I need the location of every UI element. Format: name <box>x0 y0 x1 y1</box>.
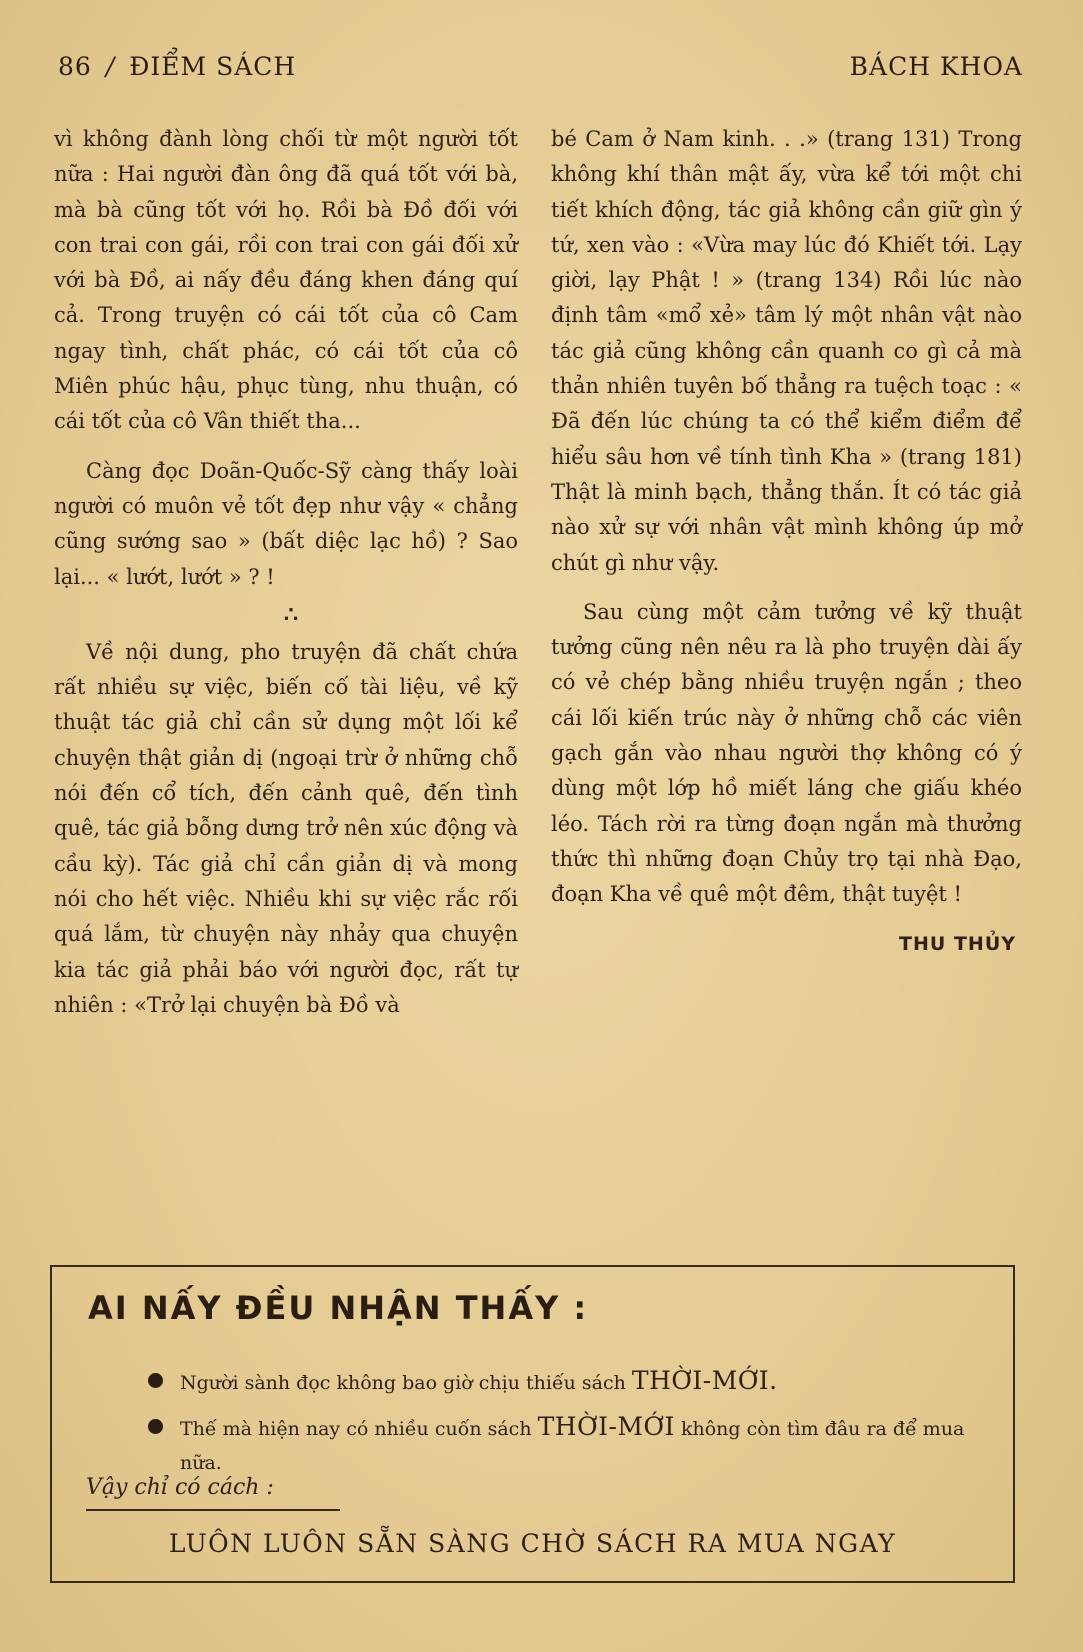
left-paragraph-1: vì không đành lòng chối từ một người tốt nữa : Hai người đàn ông đã quá tốt với bà, mà bà cũng tốt với họ. Rồi bà Đồ đối với con trai con gái, rồi con trai con gái đối xử với bà Đồ, ai nấy đều đáng khen đáng quí cả. Trong truyện có cái tốt của cô Cam ngay tình, chất phác, có cái tốt của cô Miên phúc hậu, phục tùng, nhu thuận, có cái tốt của cô Vân thiết tha... <box>54 127 518 434</box>
bullet-dot-icon <box>148 1373 163 1388</box>
ad-bullet-1-brand: THỜI-MỚI. <box>631 1366 778 1395</box>
magazine-title: BÁCH KHOA <box>849 52 1023 81</box>
section-divider: ∴ <box>284 601 298 628</box>
ad-note <box>86 1475 274 1500</box>
left-column <box>54 122 518 1023</box>
left-paragraph-2: Càng đọc Doãn-Quốc-Sỹ càng thấy loài người có muôn vẻ tốt đẹp như vậy « chẳng cũng sướng sao » (bất diệc lạc hồ) ? Sao lại... « lướt, lướt » ? ! <box>54 458 518 589</box>
right-paragraph-1: bé Cam ở Nam kinh. . .» (trang 131) Trong không khí thân mật ấy, vừa kể tới một chi tiết khích động, tác giả không cần giữ gìn ý tứ, xen vào : «Vừa may lúc đó Khiết tới. Lạy giời, lạy Phật ! » (trang 134) Rồi lúc nào định tâm «mổ xẻ» tâm lý một nhân vật nào tác giả cũng không cần quanh co gì cả mà thản nhiên tuyên bố thẳng ra tuệch toạc : « Đã đến lúc chúng ta có thể kiểm điểm để hiểu sâu hơn về tính tình Kha » (trang 181) Thật là minh bạch, thẳng thắn. Ít có tác giả nào xử sự với nhân vật mình không úp mở chút gì như vậy. <box>551 127 1022 575</box>
ad-title: AI NẤY ĐỀU NHẬN THẤY : <box>88 1289 589 1327</box>
advertisement-box <box>50 1265 1015 1583</box>
ad-bullet-1-text: Người sành đọc không bao giờ chịu thiếu sách <box>180 1372 626 1394</box>
running-head-left <box>58 52 296 81</box>
right-paragraph-2: Sau cùng một cảm tưởng về kỹ thuật tưởng cũng nên nêu ra là pho truyện dài ấy có vẻ chép bằng nhiều truyện ngắn ; theo cái lối kiến trúc này ở những chỗ các viên gạch gắn vào nhau người thợ không có ý dùng một lớp hồ miết láng che giấu khéo léo. Tách rời ra từng đoạn ngắn mà thưởng thức thì những đoạn Chủy trọ tại nhà Đạo, đoạn Kha về quê một đêm, thật tuyệt ! <box>551 599 1022 907</box>
ad-note-text: Vậy chỉ có cách : <box>86 1475 274 1500</box>
ad-bullet-2-text-a: Thế mà hiện nay có nhiều cuốn sách <box>180 1418 532 1440</box>
ad-bullet-2-brand: THỜI-MỚI <box>537 1412 675 1441</box>
page-number: 86 <box>58 52 92 81</box>
section-title: ĐIỂM SÁCH <box>129 52 297 81</box>
ad-note-underline <box>86 1509 340 1511</box>
ad-call-to-action: LUÔN LUÔN SẴN SÀNG CHỜ SÁCH RA MUA NGAY <box>168 1529 897 1558</box>
header-separator: / <box>105 52 116 81</box>
author-signature: THU THỦY <box>899 932 1016 955</box>
right-column <box>551 122 1022 962</box>
ad-bullet-2 <box>180 1410 1000 1480</box>
bullet-dot-icon <box>148 1419 163 1434</box>
running-head <box>58 52 1023 92</box>
ad-bullet-1 <box>180 1364 1000 1400</box>
left-paragraph-3: Về nội dung, pho truyện đã chất chứa rất nhiều sự việc, biến cố tài liệu, về kỹ thuật tác giả chỉ cần sử dụng một lối kể chuyện thật giản dị (ngoại trừ ở những chỗ nói đến cổ tích, đến cảnh quê, đến tình quê, tác giả bỗng dưng trở nên xúc động và cầu kỳ). Tác giả chỉ cần giản dị và mong nói cho hết việc. Nhiều khi sự việc rắc rối quá lắm, từ chuyện này nhảy qua chuyện kia tác giả phải báo với người đọc, rất tự nhiên : «Trở lại chuyện bà Đồ và <box>54 639 518 1017</box>
ad-bullet-2-text-b: không còn tìm đâu ra để mua nữa. <box>180 1418 965 1474</box>
